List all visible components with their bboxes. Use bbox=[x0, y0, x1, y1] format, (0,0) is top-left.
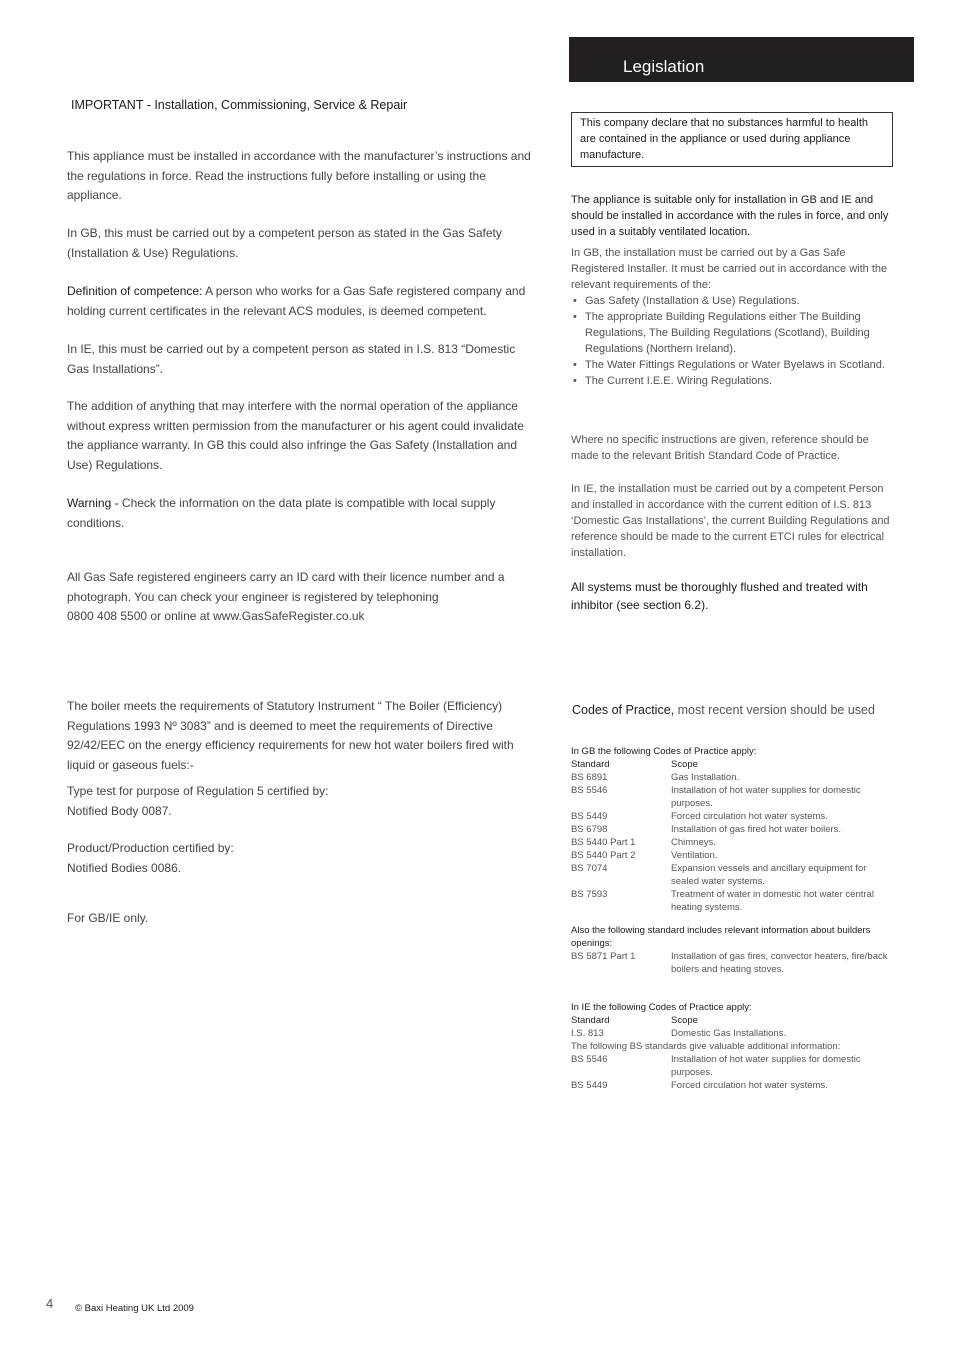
paragraph-boiler-efficiency: The boiler meets the requirements of Statutory Instrument “ The Boiler (Efficiency) Regulations 1993 Nº 3083” and is deemed to meet the requirements of Directive 92/42/EEC on the energy efficiency requirements for new hot water boilers fired with liquid or gaseous fuels:- bbox=[67, 699, 514, 772]
column-header-scope: Scope bbox=[671, 1015, 698, 1026]
paragraph-gas-safe-id bbox=[67, 568, 537, 627]
notified-body-line: Notified Body 0087. bbox=[67, 803, 172, 818]
ie-bs-table bbox=[571, 1053, 893, 1092]
builders-openings-block bbox=[571, 924, 893, 976]
paragraph-warranty: The addition of anything that may interfere with the normal operation of the appliance without express written permission from the manufacturer or his agent could invalidate the appliance warranty. In GB this could also infringe the Gas Safety (Installation and Use) Regulations. bbox=[67, 399, 524, 472]
builders-openings-title: Also the following standard includes relevant information about builders openings: bbox=[571, 925, 871, 949]
paragraph-gb-ie-only: For GB/IE only. bbox=[67, 911, 149, 925]
section-title: Legislation bbox=[623, 57, 705, 76]
ie-bs-note: The following BS standards give valuable additional information: bbox=[571, 1041, 841, 1052]
gb-requirements-list bbox=[571, 293, 893, 389]
gas-safe-contact: 0800 408 5500 or online at www.GasSafeRegister.co.uk bbox=[67, 609, 365, 623]
scope-cell: Forced circulation hot water systems. bbox=[671, 811, 828, 822]
standard-cell: I.S. 813 bbox=[571, 1028, 604, 1039]
paragraph-competence-definition bbox=[67, 282, 537, 321]
table-header-row bbox=[571, 1014, 893, 1027]
flush-note: All systems must be thoroughly flushed and treated with inhibitor (see section 6.2). bbox=[571, 580, 868, 612]
notified-bodies-line: Notified Bodies 0086. bbox=[67, 860, 182, 875]
standard-cell: BS 5546 bbox=[571, 1054, 608, 1065]
table-row bbox=[571, 823, 893, 836]
scope-cell: Forced circulation hot water systems. bbox=[671, 1080, 828, 1091]
paragraph-product-certified bbox=[67, 839, 537, 878]
column-header-standard: Standard bbox=[571, 759, 610, 770]
standard-cell: BS 6891 bbox=[571, 772, 608, 783]
table-row bbox=[571, 784, 893, 810]
competence-text: A person who works for a Gas Safe registered company and holding current certificates in the relevant ACS modules, is deemed competent. bbox=[67, 284, 526, 318]
table-row bbox=[571, 862, 893, 888]
paragraph-warning bbox=[67, 494, 537, 533]
standard-cell: BS 7593 bbox=[571, 889, 608, 900]
table-row bbox=[571, 1053, 893, 1079]
standard-cell: BS 5449 bbox=[571, 1080, 608, 1091]
scope-cell: Ventilation. bbox=[671, 850, 718, 861]
standard-cell: BS 5546 bbox=[571, 785, 608, 796]
column-header-scope: Scope bbox=[671, 759, 698, 770]
scope-cell: Treatment of water in domestic hot water central heating systems. bbox=[671, 889, 874, 913]
table-row bbox=[571, 1079, 893, 1092]
list-item: • Gas Safety (Installation & Use) Regulations. bbox=[571, 293, 893, 309]
paragraph-type-test bbox=[67, 782, 537, 821]
table-row bbox=[571, 836, 893, 849]
scope-cell: Gas Installation. bbox=[671, 772, 740, 783]
table-row bbox=[571, 1027, 893, 1040]
scope-cell: Installation of hot water supplies for domestic purposes. bbox=[671, 785, 861, 809]
gb-installation-block bbox=[571, 245, 893, 389]
cop-heading-note: most recent version should be used bbox=[674, 703, 875, 717]
competence-label: Definition of competence: bbox=[67, 284, 203, 298]
scope-cell: Expansion vessels and ancillary equipment for sealed water systems. bbox=[671, 863, 867, 887]
list-item: • The Water Fittings Regulations or Water Byelaws in Scotland. bbox=[571, 357, 893, 373]
gb-installation-intro: In GB, the installation must be carried out by a Gas Safe Registered Installer. It must be carried out in accordance with the relevant requirements of the: bbox=[571, 247, 888, 291]
column-header-standard: Standard bbox=[571, 1015, 610, 1026]
suitability-note: The appliance is suitable only for installation in GB and IE and should be installed in accordance with the rules in force, and only used in a suitably ventilated location. bbox=[571, 194, 889, 238]
standard-cell: BS 5440 Part 2 bbox=[571, 850, 636, 861]
cop-heading-label: Codes of Practice, bbox=[572, 703, 675, 717]
paragraph-gb-competent: In GB, this must be carried out by a competent person as stated in the Gas Safety (Installation & Use) Regulations. bbox=[67, 226, 502, 260]
ie-codes-block bbox=[571, 1001, 893, 1092]
declaration-box: This company declare that no substances harmful to health are contained in the appliance or used during appliance manufacture. bbox=[571, 112, 893, 167]
gb-codes-title: In GB the following Codes of Practice apply: bbox=[571, 746, 757, 757]
table-row bbox=[571, 888, 893, 914]
scope-cell: Domestic Gas Installations. bbox=[671, 1028, 787, 1039]
builders-openings-table bbox=[571, 950, 893, 976]
table-row bbox=[571, 771, 893, 784]
table-row bbox=[571, 950, 893, 976]
table-row bbox=[571, 810, 893, 823]
type-test-line: Type test for purpose of Regulation 5 certified by: bbox=[67, 784, 329, 798]
standard-cell: BS 5449 bbox=[571, 811, 608, 822]
paragraph-installation: This appliance must be installed in accordance with the manufacturer’s instructions and the regulations in force. Read the instructions fully before installing or using the appliance. bbox=[67, 149, 531, 202]
page-number: 4 bbox=[46, 1296, 54, 1311]
scope-cell: Installation of gas fires, convector heaters, fire/back boilers and heating stoves. bbox=[671, 951, 888, 975]
important-heading: IMPORTANT - Installation, Commissioning, Service & Repair bbox=[71, 98, 408, 112]
standard-cell: BS 5440 Part 1 bbox=[571, 837, 636, 848]
list-item: • The Current I.E.E. Wiring Regulations. bbox=[571, 373, 893, 389]
gb-codes-block bbox=[571, 745, 893, 914]
warning-label: Warning - bbox=[67, 496, 119, 510]
list-item: • The appropriate Building Regulations either The Building Regulations, The Building Regulations (Scotland), Building Regulations (Northern Ireland). bbox=[571, 309, 893, 357]
ie-codes-table bbox=[571, 1014, 893, 1040]
standard-cell: BS 5871 Part 1 bbox=[571, 951, 636, 962]
product-certified-line: Product/Production certified by: bbox=[67, 841, 234, 855]
ie-installation-text: In IE, the installation must be carried out by a competent Person and installed in accordance with the current edition of I.S. 813 ‘Domestic Gas Installations’, the current Building Regulations and reference should be made to the current ETCI rules for electrical installation. bbox=[571, 483, 890, 559]
standard-cell: BS 7074 bbox=[571, 863, 608, 874]
scope-cell: Installation of gas fired hot water boilers. bbox=[671, 824, 842, 835]
gb-codes-table bbox=[571, 758, 893, 914]
warning-text: Check the information on the data plate is compatible with local supply conditions. bbox=[67, 496, 496, 530]
section-header-bar bbox=[569, 37, 914, 82]
gas-safe-id-text: All Gas Safe registered engineers carry an ID card with their licence number and a photograph. You can check your engineer is registered by telephoning bbox=[67, 570, 505, 604]
paragraph-ie-competent: In IE, this must be carried out by a competent person as stated in I.S. 813 “Domestic Gas Installations”. bbox=[67, 342, 516, 376]
standard-cell: BS 6798 bbox=[571, 824, 608, 835]
table-row bbox=[571, 849, 893, 862]
scope-cell: Chimneys. bbox=[671, 837, 716, 848]
codes-of-practice-heading bbox=[572, 701, 894, 719]
scope-cell: Installation of hot water supplies for domestic purposes. bbox=[671, 1054, 861, 1078]
no-specific-instructions: Where no specific instructions are given, reference should be made to the relevant British Standard Code of Practice. bbox=[571, 434, 869, 462]
ie-codes-title: In IE the following Codes of Practice apply: bbox=[571, 1002, 752, 1013]
table-header-row bbox=[571, 758, 893, 771]
copyright-notice: © Baxi Heating UK Ltd 2009 bbox=[75, 1303, 194, 1314]
